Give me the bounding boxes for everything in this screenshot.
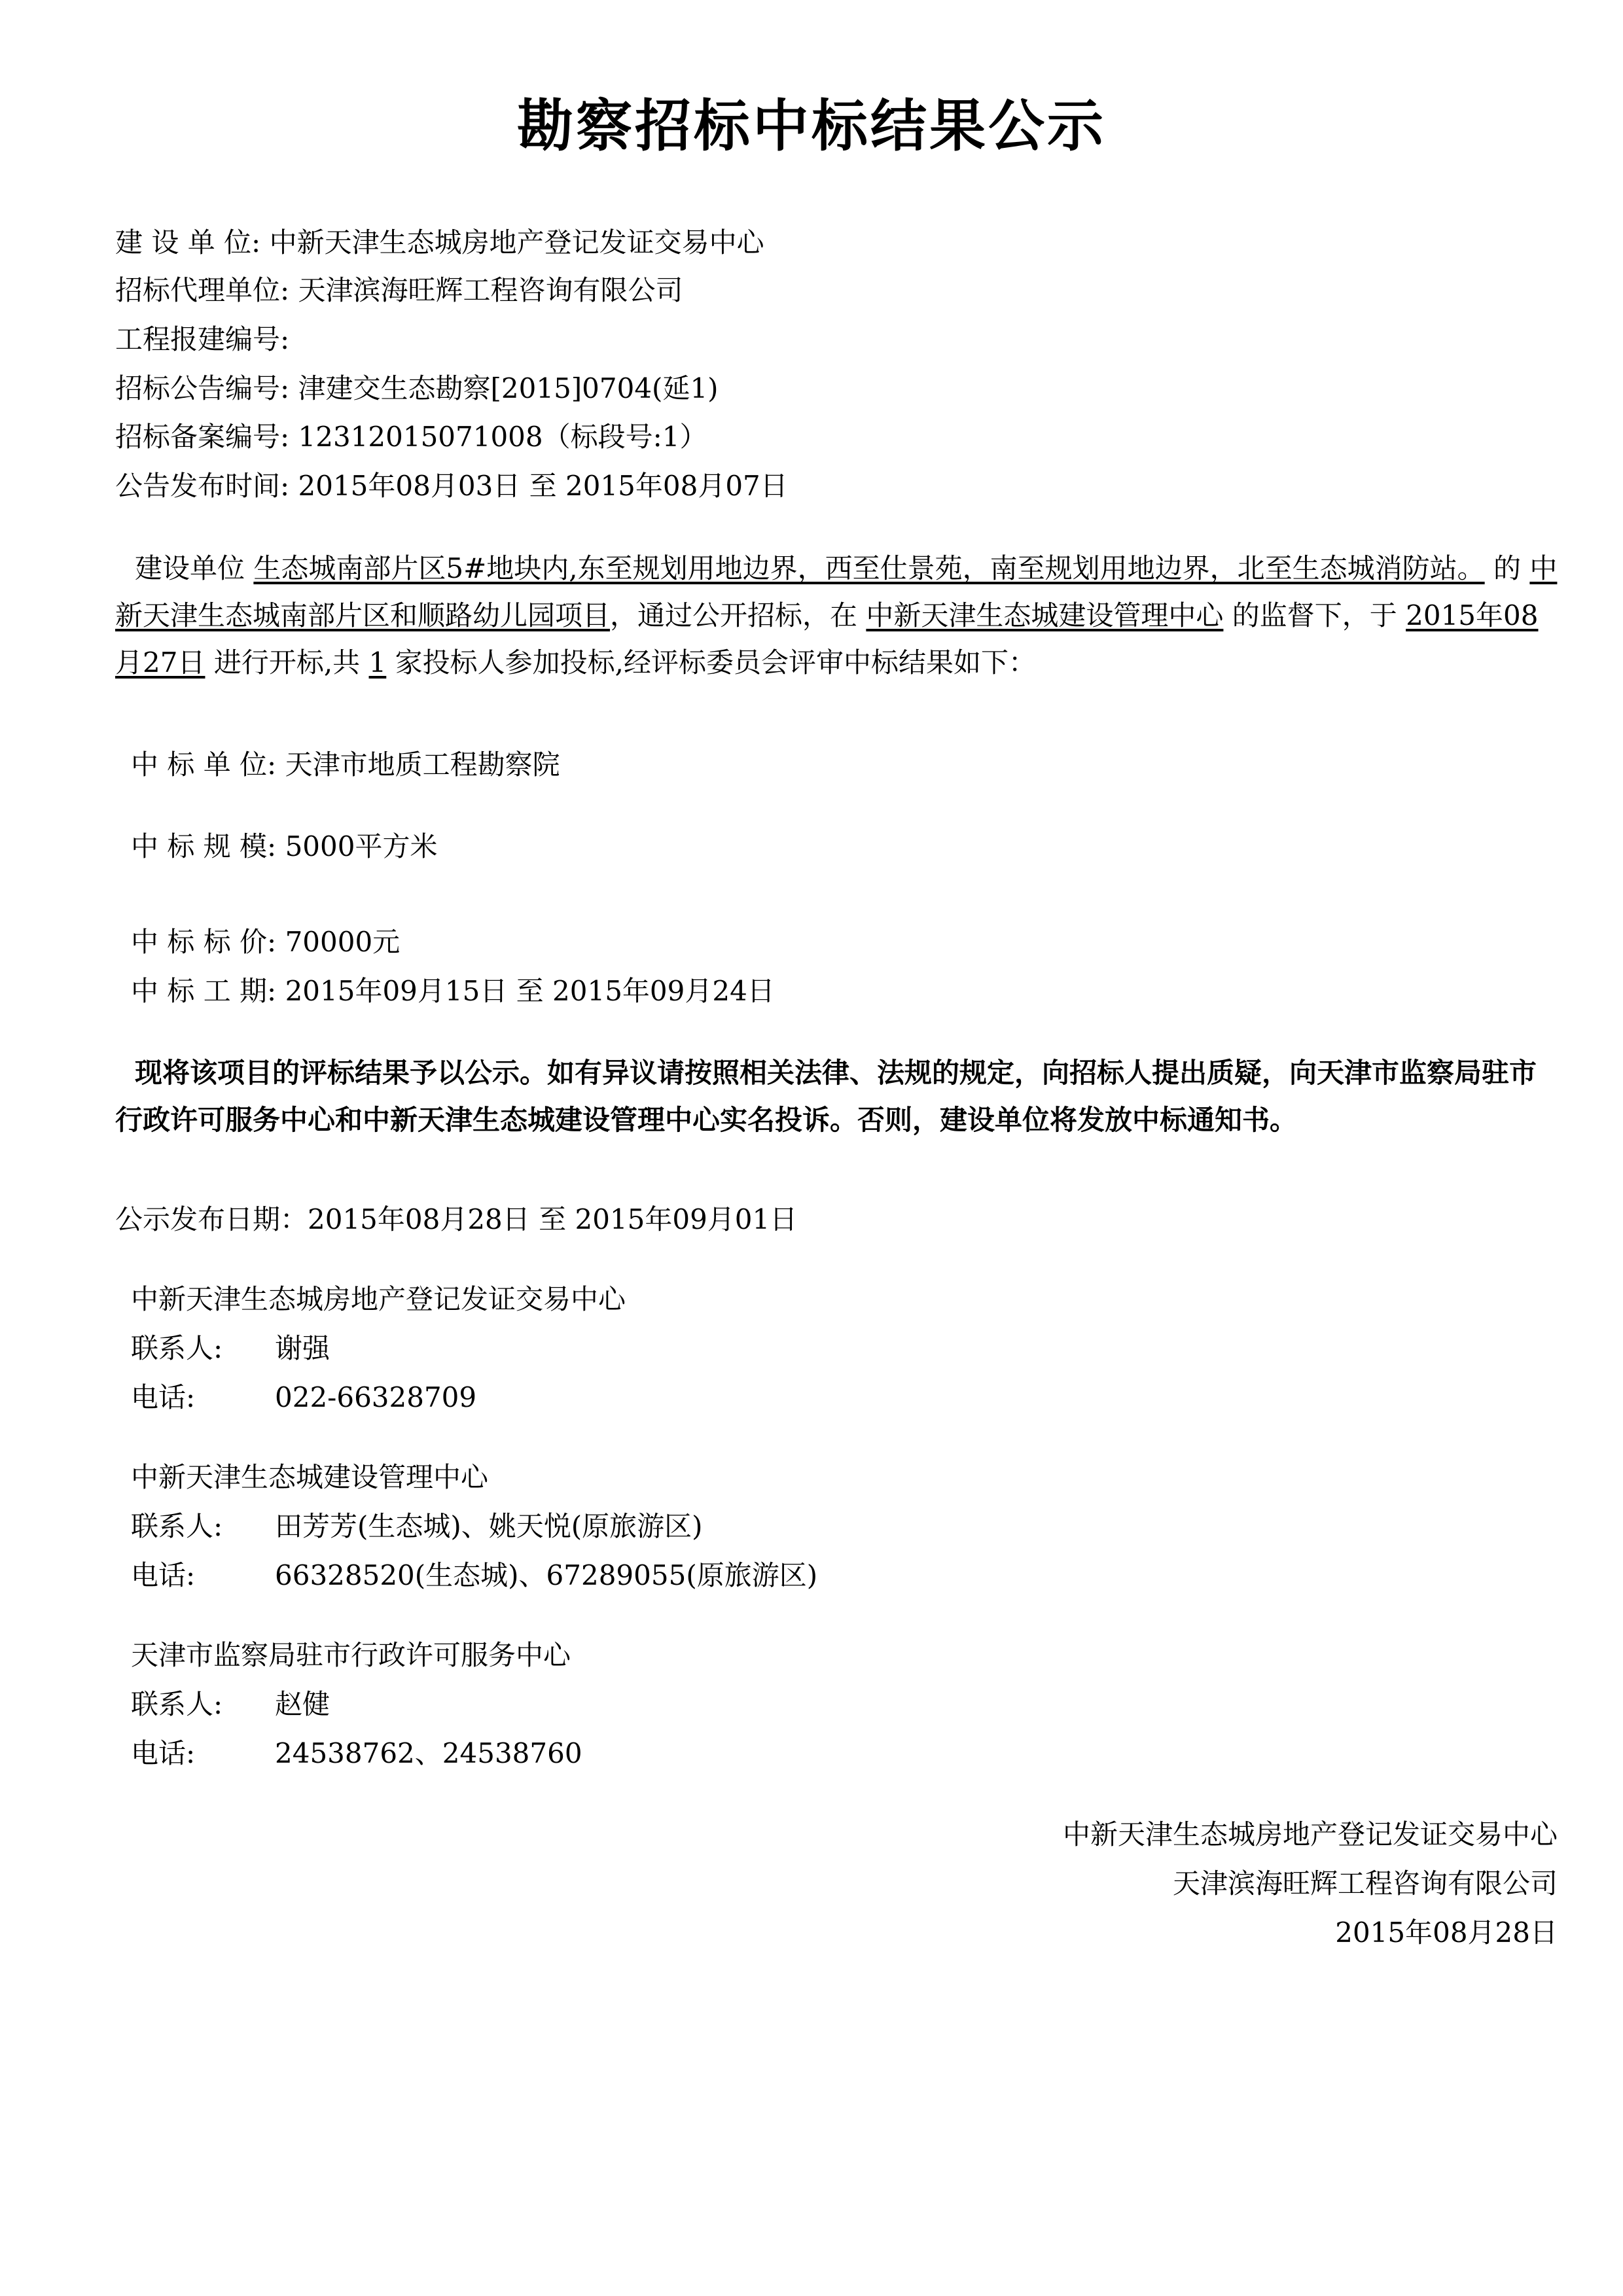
contact-phone: 022-66328709 — [275, 1381, 477, 1413]
record-no-row — [115, 420, 707, 455]
contact-phone-label: 电话: — [131, 1737, 196, 1769]
open-date: 2015年08月27日 — [115, 599, 1539, 679]
bidder-count: 1 — [368, 646, 387, 679]
project-no-row — [115, 323, 289, 357]
scale-row — [131, 830, 437, 864]
paragraph-text-3: ，通过公开招标，在 — [610, 599, 858, 631]
price-row — [131, 925, 400, 960]
agent-label: 招标代理单位: — [115, 274, 290, 306]
notice-no-value: 津建交生态勘察[2015]0704(延1) — [298, 372, 719, 404]
contact-phone-row-1 — [131, 1381, 476, 1415]
contact-person-row-1 — [131, 1332, 330, 1366]
notice-no-label: 招标公告编号: — [115, 372, 290, 404]
contact-person-label: 联系人: — [131, 1332, 223, 1364]
contact-phone-row-3 — [131, 1737, 582, 1771]
supervisor-name: 中新天津生态城建设管理中心 — [866, 599, 1224, 631]
contact-org-2: 中新天津生态城建设管理中心 — [131, 1461, 489, 1493]
announcement-paragraph — [115, 545, 1565, 686]
contact-person-label: 联系人: — [131, 1510, 223, 1542]
objection-notice: 现将该项目的评标结果予以公示。如有异议请按照相关法律、法规的规定，向招标人提出质疑，向天津市监察局驻市行政许可服务中心和中新天津生态城建设管理中心实名投诉。否则，建设单位将发放中标通知书。 — [115, 1057, 1537, 1136]
scale-label: 中 标 规 模: — [131, 830, 277, 862]
publish-time-label: 公告发布时间: — [115, 470, 290, 502]
price-value: 70000元 — [285, 926, 401, 958]
winner-value: 天津市地质工程勘察院 — [285, 749, 560, 781]
scale-value: 5000平方米 — [285, 830, 438, 862]
paragraph-text-2: 的 — [1493, 552, 1522, 584]
contact-phone-row-2 — [131, 1559, 817, 1593]
contact-phone: 66328520(生态城)、67289055(原旅游区) — [275, 1559, 818, 1591]
contact-person: 赵健 — [275, 1688, 330, 1720]
project-no-label: 工程报建编号: — [115, 323, 290, 355]
period-value: 2015年09月15日 至 2015年09月24日 — [285, 975, 775, 1007]
project-name: 中新天津生态城南部片区和顺路幼儿园项目 — [115, 552, 1558, 631]
signature-org-1: 中新天津生态城房地产登记发证交易中心 — [1062, 1818, 1558, 1850]
contact-phone: 24538762、24538760 — [275, 1737, 582, 1769]
paragraph-text-6: 家投标人参加投标,经评标委员会评审中标结果如下： — [395, 646, 1036, 679]
winner-label: 中 标 单 位: — [131, 749, 277, 781]
record-no-value: 12312015071008（标段号:1） — [298, 421, 707, 453]
publish-time-value: 2015年08月03日 至 2015年08月07日 — [298, 470, 788, 502]
paragraph-text-1: 建设单位 — [135, 552, 245, 584]
publish-time-row — [115, 469, 788, 504]
paragraph-text-4: 的监督下，于 — [1232, 599, 1397, 631]
owner-row — [115, 226, 764, 260]
contact-person-row-2 — [131, 1510, 703, 1544]
price-label: 中 标 标 价: — [131, 926, 277, 958]
contact-phone-label: 电话: — [131, 1381, 196, 1413]
contact-person-label: 联系人: — [131, 1688, 223, 1720]
period-label: 中 标 工 期: — [131, 975, 277, 1007]
signature-date: 2015年08月28日 — [1335, 1916, 1558, 1949]
agent-row — [115, 274, 683, 308]
notice-no-row — [115, 372, 719, 406]
project-location: 生态城南部片区5#地块内,东至规划用地边界，西至仕景苑，南至规划用地边界，北至生态城消防站。 — [253, 552, 1485, 584]
publicity-date: 公示发布日期：2015年08月28日 至 2015年09月01日 — [115, 1203, 798, 1235]
owner-value: 中新天津生态城房地产登记发证交易中心 — [269, 226, 764, 258]
winner-row — [131, 748, 560, 783]
page-title: 勘察招标中标结果公示 — [517, 94, 1106, 159]
contact-phone-label: 电话: — [131, 1559, 196, 1591]
record-no-label: 招标备案编号: — [115, 421, 290, 453]
contact-person: 谢强 — [275, 1332, 330, 1364]
paragraph-text-5: 进行开标,共 — [213, 646, 361, 679]
contact-person-row-3 — [131, 1687, 330, 1722]
contact-person: 田芳芳(生态城)、姚天悦(原旅游区) — [275, 1510, 703, 1542]
agent-value: 天津滨海旺辉工程咨询有限公司 — [298, 274, 683, 306]
signature-org-2: 天津滨海旺辉工程咨询有限公司 — [1172, 1867, 1558, 1899]
owner-label: 建 设 单 位: — [115, 226, 261, 258]
contact-org-3: 天津市监察局驻市行政许可服务中心 — [131, 1639, 571, 1671]
period-row — [131, 974, 775, 1009]
contact-org-1: 中新天津生态城房地产登记发证交易中心 — [131, 1283, 626, 1315]
